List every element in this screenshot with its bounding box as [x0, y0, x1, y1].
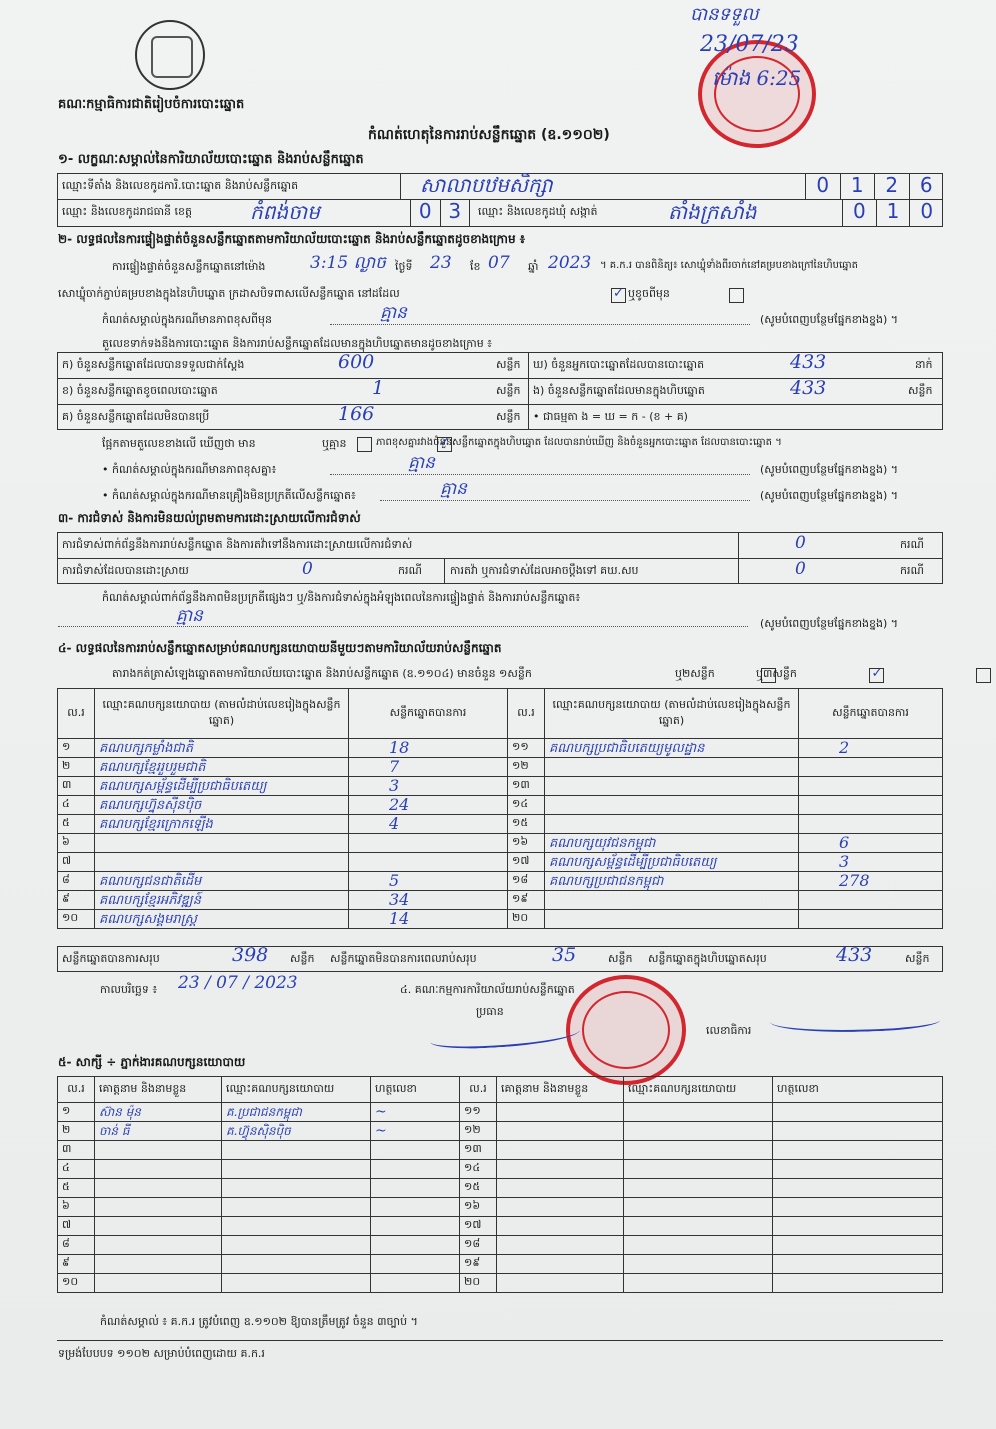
- party-votes: [799, 815, 943, 834]
- party-votes: 18: [349, 739, 508, 758]
- party-votes: [799, 777, 943, 796]
- secretary-signature: [770, 1007, 941, 1035]
- total-valid-label: សន្លឹកឆ្នោតបានការសរុប: [62, 952, 160, 965]
- total-box-label: សន្លឹកឆ្នោតក្នុងហិបឆ្នោតសរុប: [648, 952, 767, 965]
- empty-cell: [773, 1103, 943, 1122]
- row-no: ១០: [58, 1274, 95, 1293]
- empty-cell: [371, 1141, 460, 1160]
- location-label: ឈ្មោះទីតាំង និងលេខកូដការិ.បោះឆ្នោត និងរាប់សន្លឹកឆ្នោត: [62, 179, 299, 192]
- divider: [57, 558, 943, 559]
- party-name: គណបក្សសម្ព័ន្ធដើម្បីប្រជាធិបតេយ្យ: [95, 777, 349, 796]
- party-votes: 34: [349, 891, 508, 910]
- party-votes: [799, 891, 943, 910]
- province-code: [410, 199, 470, 227]
- col-sign: ហត្ថលេខា: [773, 1077, 943, 1103]
- witness-row: [58, 1141, 943, 1160]
- empty-cell: [624, 1179, 773, 1198]
- section5-title: ៥- សាក្សី ÷ ភ្នាក់ងារគណបក្សនយោបាយ: [58, 1055, 246, 1069]
- empty-cell: [371, 1236, 460, 1255]
- witness-table: [57, 1076, 943, 1293]
- row-no: ១១: [508, 739, 545, 758]
- party-votes: [799, 758, 943, 777]
- row-no: ១៤: [460, 1160, 497, 1179]
- diff-bullet-1-value: គ្មាន: [408, 453, 435, 473]
- figure-d-unit: នាក់: [915, 358, 933, 371]
- row-no: ៥: [58, 1179, 95, 1198]
- row-no: ១៣: [460, 1141, 497, 1160]
- empty-cell: [773, 1198, 943, 1217]
- figure-d-value: 433: [790, 351, 827, 373]
- empty-cell: [624, 1255, 773, 1274]
- year-label: ឆ្នាំ: [528, 260, 539, 273]
- seal-text: សោឃ្នុំចាក់ភ្ជាប់គម្របខាងក្នុងនៃហិបឆ្នោត ក្រដាសបិទពាសលើសន្លឹកឆ្នោត នៅដដែល: [58, 287, 400, 300]
- empty-cell: [624, 1141, 773, 1160]
- row-no: ៣: [58, 1141, 95, 1160]
- witness-party: គ.ហ៊្វុនស៊ិនប៉ិច: [222, 1122, 371, 1141]
- commune-value: តាំងក្រសាំង: [668, 200, 757, 224]
- row-no: ១២: [508, 758, 545, 777]
- empty-cell: [773, 1141, 943, 1160]
- row-no: ៧: [58, 1217, 95, 1236]
- divider: [400, 173, 401, 199]
- empty-cell: [497, 1236, 624, 1255]
- code-digit: 0: [805, 173, 840, 199]
- row-no: ២: [58, 758, 95, 777]
- verify-text: ការផ្ទៀងផ្ទាត់ចំនួនសន្លឹកឆ្នោតនៅម៉ោង: [112, 260, 266, 273]
- witness-name: ចាន់ ធី: [95, 1122, 222, 1141]
- figure-c-value: 166: [338, 403, 375, 425]
- row-no: ៨: [58, 872, 95, 891]
- diff-note-label: កំណត់សម្គាល់ក្នុងករណីមានភាពខុសពីមុន: [102, 313, 272, 326]
- results-row: [58, 910, 943, 929]
- code-digit: 3: [440, 199, 471, 227]
- witness-party: គ.ប្រជាជនកម្ពុជា: [222, 1103, 371, 1122]
- unit: សន្លឹក: [290, 952, 315, 965]
- appeal-unit: ករណី: [900, 564, 924, 577]
- fill-line: [380, 500, 750, 501]
- form-footer: ទម្រង់បែបបទ ១១០២ សម្រាប់បំពេញដោយ គ.ក.រ: [58, 1347, 265, 1360]
- party-votes: 3: [349, 777, 508, 796]
- committee-name: គណៈកម្មាធិការជាតិរៀបចំការបោះឆ្នោត: [58, 97, 245, 112]
- row-no: ៣: [58, 777, 95, 796]
- figure-e-unit: សន្លឹក: [908, 384, 933, 397]
- empty-cell: [497, 1274, 624, 1293]
- fill-line: [58, 626, 748, 627]
- figure-b-unit: សន្លឹក: [496, 384, 521, 397]
- witness-row: [58, 1179, 943, 1198]
- stamp-note-received: បានទទួល: [690, 4, 759, 25]
- row-no: ៨: [58, 1236, 95, 1255]
- commune-label: ឈ្មោះ និងលេខកូដឃុំ សង្កាត់: [478, 205, 598, 218]
- party-name: [545, 758, 799, 777]
- col-no: ល.រ: [460, 1077, 497, 1103]
- empty-cell: [95, 1160, 222, 1179]
- secretary-label: លេខាធិការ: [706, 1024, 752, 1037]
- row-no: ៩: [58, 891, 95, 910]
- row-no: ១៦: [508, 834, 545, 853]
- empty-cell: [497, 1198, 624, 1217]
- commune-code: [842, 199, 943, 227]
- objection-unit: ករណី: [900, 538, 924, 551]
- verify-month: 07: [488, 253, 510, 273]
- col-party: ឈ្មោះគណបក្សនយោបាយ: [624, 1077, 773, 1103]
- province-value: កំពង់ចាម: [250, 200, 320, 224]
- figure-c-label: គ) ចំនួនសន្លឹកឆ្នោតដែលមិនបានប្រើ: [62, 410, 210, 423]
- location-value: សាលាបឋមសិក្សា: [420, 173, 553, 197]
- party-votes: 5: [349, 872, 508, 891]
- row-no: ១០: [58, 910, 95, 929]
- fill-hint: (សូមបំពេញបន្ថែមផ្នែកខាងខ្នង) ។: [760, 489, 899, 502]
- figure-c-unit: សន្លឹក: [496, 410, 521, 423]
- figure-a-value: 600: [338, 351, 375, 373]
- resolved-label: ការជំទាស់ដែលបានដោះស្រាយ: [62, 564, 189, 577]
- party-name: គណបក្សសង្គមរាស្ត្រ: [95, 910, 349, 929]
- row-no: ១៣: [508, 777, 545, 796]
- party-votes: [349, 853, 508, 872]
- fill-hint: (សូមបំពេញបន្ថែមផ្នែកខាងខ្នង) ។: [760, 463, 899, 476]
- results-row: [58, 815, 943, 834]
- divider: [57, 199, 943, 200]
- row-no: ២០: [508, 910, 545, 929]
- code-digit: 0: [909, 199, 943, 227]
- col-name: គោត្តនាម និងនាមខ្លួន: [95, 1077, 222, 1103]
- section2-title: ២- លទ្ធផលនៃការផ្ទៀងផ្ទាត់ចំនួនសន្លឹកឆ្នោតតាមការិយាល័យបោះឆ្នោត និងរាប់សន្លឹកឆ្នោតដូចខាងក្រោម ៖: [58, 232, 526, 246]
- results-table: [57, 688, 943, 929]
- location-code: [805, 173, 943, 199]
- divider: [528, 352, 529, 430]
- official-stamp-committee: [566, 975, 686, 1085]
- empty-cell: [773, 1255, 943, 1274]
- row-no: ៦: [58, 834, 95, 853]
- empty-cell: [497, 1141, 624, 1160]
- empty-cell: [497, 1103, 624, 1122]
- witness-row: [58, 1103, 943, 1122]
- empty-cell: [95, 1198, 222, 1217]
- footnote: កំណត់សម្គាល់ ៖ គ.ក.រ ត្រូវបំពេញ ឧ.១១០២ ឱ្យបានត្រឹមត្រូវ ចំនួន ៣ច្បាប់ ។: [100, 1315, 418, 1328]
- witness-row: [58, 1236, 943, 1255]
- empty-cell: [222, 1179, 371, 1198]
- row-no: ៩: [58, 1255, 95, 1274]
- committee-logo: [135, 20, 205, 90]
- party-votes: 2: [799, 739, 943, 758]
- party-name: គណបក្សជនជាតិដើម: [95, 872, 349, 891]
- party-name: គណបក្សខ្មែរក្រោកឡើង: [95, 815, 349, 834]
- row-no: ១២: [460, 1122, 497, 1141]
- party-votes: 7: [349, 758, 508, 777]
- empty-cell: [773, 1217, 943, 1236]
- figure-a-unit: សន្លឹក: [496, 358, 521, 371]
- totals-box: [57, 946, 943, 972]
- party-name: [95, 853, 349, 872]
- day-label: ថ្ងៃទី: [395, 260, 413, 273]
- figure-b-label: ខ) ចំនួនសន្លឹកឆ្នោតខូចពេលបោះឆ្នោត: [62, 384, 218, 397]
- empty-cell: [497, 1217, 624, 1236]
- row-no: ៦: [58, 1198, 95, 1217]
- seal-broken-label: ឬខូចពីមុន: [628, 287, 670, 300]
- party-votes: 6: [799, 834, 943, 853]
- empty-cell: [773, 1274, 943, 1293]
- empty-cell: [222, 1217, 371, 1236]
- month-label: ខែ: [470, 260, 481, 273]
- empty-cell: [222, 1160, 371, 1179]
- figure-e-value: 433: [790, 377, 827, 399]
- form-title: កំណត់ហេតុនៃការរាប់សន្លឹកឆ្នោត (ឧ.១១០២): [368, 127, 610, 143]
- row-no: ២: [58, 1122, 95, 1141]
- total-valid-value: 398: [232, 944, 269, 966]
- party-votes: [349, 834, 508, 853]
- divider: [444, 558, 445, 584]
- verify-year: 2023: [548, 253, 592, 273]
- results-row: [58, 872, 943, 891]
- empty-cell: [624, 1160, 773, 1179]
- irregularity-note: កំណត់សម្គាល់ពាក់ព័ន្ធនឹងភាពមិនប្រក្រតីផ្សេងៗ ឬ/និងការជំទាស់ក្នុងអំឡុងពេលនៃការផ្ទៀងផ្ទាត់ និងការរាប់សន្លឹកឆ្នោត៖: [102, 591, 581, 604]
- party-name: [545, 777, 799, 796]
- party-votes: 14: [349, 910, 508, 929]
- row-no: ៤: [58, 1160, 95, 1179]
- results-header-row: [58, 689, 943, 739]
- seal-intact-checkbox[interactable]: [611, 288, 626, 303]
- row-no: ១៥: [460, 1179, 497, 1198]
- row-no: ៧: [58, 853, 95, 872]
- results-row: [58, 758, 943, 777]
- row-no: ១៧: [460, 1217, 497, 1236]
- date-label: កាលបរិច្ឆេទ ៖: [100, 983, 158, 996]
- row-no: ១៩: [508, 891, 545, 910]
- empty-cell: [95, 1274, 222, 1293]
- sheets-3-checkbox[interactable]: [976, 668, 991, 683]
- results-row: [58, 739, 943, 758]
- tally-intro: តារាងកត់ត្រាសំឡេងឆ្នោតតាមការិយាល័យបោះឆ្នោត និងរាប់សន្លឹកឆ្នោត (ឧ.១១០៤) មានចំនួន ១សន្លឹក: [112, 667, 532, 680]
- empty-cell: [95, 1255, 222, 1274]
- sheets-2-label: ឬ២សន្លឹក: [675, 667, 715, 680]
- empty-cell: [222, 1274, 371, 1293]
- empty-cell: [497, 1179, 624, 1198]
- diff-bullet-2-value: គ្មាន: [440, 479, 467, 499]
- figures-intro: តួលេខទាក់ទងនឹងការបោះឆ្នោត និងការរាប់សន្លឹកឆ្នោតដែលមានក្នុងហិបឆ្នោតមានដូចខាងក្រោម ៖: [102, 337, 493, 350]
- code-digit: 2: [874, 173, 909, 199]
- row-no: ១: [58, 739, 95, 758]
- witness-row: [58, 1274, 943, 1293]
- figure-e-label: ង) ចំនួនសន្លឹកឆ្នោតដែលមានក្នុងហិបឆ្នោត: [533, 384, 705, 397]
- empty-cell: [95, 1236, 222, 1255]
- irregularity-value: គ្មាន: [176, 606, 203, 626]
- divider: [57, 404, 943, 405]
- objection-label: ការជំទាស់ពាក់ព័ន្ធនឹងការរាប់សន្លឹកឆ្នោត និងការតវ៉ាទៅនឹងការដោះស្រាយលើការជំទាស់: [62, 538, 413, 551]
- empty-cell: [624, 1236, 773, 1255]
- party-name: [545, 815, 799, 834]
- party-name: គណបក្សប្រជាធិបតេយ្យមូលដ្ឋាន: [545, 739, 799, 758]
- section1-title: ១- លក្ខណៈសម្គាល់នៃការិយាល័យបោះឆ្នោត និងរាប់សន្លឹកឆ្នោត: [58, 152, 364, 167]
- appeal-label: ការតវ៉ា ឬការជំទាស់ដែលអាចប្តឹងទៅ គឃ.សប: [450, 564, 639, 577]
- unit: សន្លឹក: [905, 952, 930, 965]
- row-no: ១៨: [460, 1236, 497, 1255]
- party-name: [95, 834, 349, 853]
- col-no: ល.រ: [508, 689, 545, 739]
- total-invalid-value: 35: [552, 944, 577, 966]
- col-party: ឈ្មោះគណបក្សនយោបាយ (តាមលំដាប់លេខរៀងក្នុងសន្លឹកឆ្នោត): [545, 689, 799, 739]
- empty-cell: [624, 1198, 773, 1217]
- chair-label: ប្រធាន: [476, 1005, 504, 1018]
- unit: សន្លឹក: [608, 952, 633, 965]
- row-no: ១៧: [508, 853, 545, 872]
- empty-cell: [497, 1160, 624, 1179]
- empty-cell: [371, 1160, 460, 1179]
- empty-cell: [773, 1236, 943, 1255]
- code-digit: 0: [410, 199, 440, 227]
- figure-d-label: ឃ) ចំនួនអ្នកបោះឆ្នោតដែលបានបោះឆ្នោត: [533, 358, 705, 371]
- party-name: គណបក្សប្រជាជនកម្ពុជា: [545, 872, 799, 891]
- col-votes: សន្លឹកឆ្នោតបានការ: [349, 689, 508, 739]
- counting-committee-label: ៤. គណៈកម្មការការិយាល័យរាប់សន្លឹកឆ្នោត: [400, 983, 575, 996]
- section4-title: ៤- លទ្ធផលនៃការរាប់សន្លឹកឆ្នោតសម្រាប់គណបក្សនយោបាយនីមួយៗតាមការិយាល័យរាប់សន្លឹកឆ្នោត: [58, 641, 502, 655]
- verify-time: 3:15 ល្ងាច: [310, 253, 386, 273]
- empty-cell: [222, 1255, 371, 1274]
- section3-title: ៣- ការជំទាស់ និងការមិនយល់ព្រមតាមការដោះស្រាយលើការជំទាស់: [58, 511, 361, 525]
- party-votes: 24: [349, 796, 508, 815]
- empty-cell: [222, 1141, 371, 1160]
- row-no: ២០: [460, 1274, 497, 1293]
- row-no: ១៨: [508, 872, 545, 891]
- appeal-value: 0: [795, 559, 806, 579]
- total-box-value: 433: [836, 944, 873, 966]
- code-digit: 1: [840, 173, 875, 199]
- row-no: ១: [58, 1103, 95, 1122]
- empty-cell: [497, 1255, 624, 1274]
- party-name: គណបក្សខ្មែរអភិវឌ្ឍន៍: [95, 891, 349, 910]
- witness-sign: ~: [371, 1122, 460, 1141]
- code-digit: 0: [842, 199, 876, 227]
- empty-cell: [371, 1217, 460, 1236]
- row-no: ១១: [460, 1103, 497, 1122]
- resolved-unit: ករណី: [398, 564, 422, 577]
- col-name: គោត្តនាម និងនាមខ្លួន: [497, 1077, 624, 1103]
- stamp-note-date: 23/07/23: [700, 32, 799, 57]
- province-label: ឈ្មោះ និងលេខកូដរាជធានី ខេត្ត: [62, 205, 192, 218]
- party-votes: [799, 910, 943, 929]
- diff-bullet-1: • កំណត់សម្គាល់ក្នុងករណីមានភាពខុសគ្នា៖: [102, 463, 277, 476]
- party-name: គណបក្សហ្វ៊ុនស៊ីនប៉ិច: [95, 796, 349, 815]
- col-sign: ហត្ថលេខា: [371, 1077, 460, 1103]
- row-no: ១៤: [508, 796, 545, 815]
- empty-cell: [773, 1179, 943, 1198]
- col-votes: សន្លឹកឆ្នោតបានការ: [799, 689, 943, 739]
- results-row: [58, 891, 943, 910]
- party-votes: 3: [799, 853, 943, 872]
- results-row: [58, 777, 943, 796]
- chair-signature: [430, 1021, 581, 1051]
- col-no: ល.រ: [58, 1077, 95, 1103]
- objection-value: 0: [795, 533, 806, 553]
- diff-check-text-2: ភាពខុសគ្នារវាងចំនួនសន្លឹកឆ្នោតក្នុងហិបឆ្នោត ដែលបានរាប់ឃើញ និងចំនួនអ្នកបោះឆ្នោត ដែលបានបោះឆ្នោត ។: [376, 437, 782, 448]
- party-name: [545, 796, 799, 815]
- total-invalid-label: សន្លឹកឆ្នោតមិនបានការពេលរាប់សរុប: [330, 952, 477, 965]
- empty-cell: [95, 1179, 222, 1198]
- diff-no-label: ឬគ្មាន: [322, 437, 347, 450]
- empty-cell: [624, 1103, 773, 1122]
- row-no: ១៦: [460, 1198, 497, 1217]
- stamp-note-time: ម៉ោង 6:25: [712, 66, 802, 90]
- empty-cell: [222, 1198, 371, 1217]
- empty-cell: [624, 1217, 773, 1236]
- empty-cell: [773, 1160, 943, 1179]
- col-no: ល.រ: [58, 689, 95, 739]
- empty-cell: [95, 1217, 222, 1236]
- code-digit: 6: [909, 173, 944, 199]
- party-votes: 278: [799, 872, 943, 891]
- diff-yes-checkbox[interactable]: [357, 437, 372, 452]
- col-party: ឈ្មោះគណបក្សនយោបាយ (តាមលំដាប់លេខរៀងក្នុងសន្លឹកឆ្នោត): [95, 689, 349, 739]
- bottom-divider: [57, 1340, 943, 1341]
- results-row: [58, 796, 943, 815]
- results-row: [58, 834, 943, 853]
- witness-header-row: [58, 1077, 943, 1103]
- witness-row: [58, 1255, 943, 1274]
- diff-bullet-2: • កំណត់សម្គាល់ក្នុងករណីមានគ្រឿងមិនប្រក្រតីលើសន្លឹកឆ្នោត៖: [102, 489, 356, 502]
- witness-row: [58, 1198, 943, 1217]
- fill-hint: (សូមបំពេញបន្ថែមផ្នែកខាងខ្នង) ។: [760, 617, 899, 630]
- seal-broken-checkbox[interactable]: [729, 288, 744, 303]
- witness-row: [58, 1160, 943, 1179]
- empty-cell: [624, 1274, 773, 1293]
- empty-cell: [371, 1179, 460, 1198]
- party-name: [545, 910, 799, 929]
- row-no: ៤: [58, 796, 95, 815]
- witness-row: [58, 1122, 943, 1141]
- row-no: ១៥: [508, 815, 545, 834]
- empty-cell: [371, 1198, 460, 1217]
- sheets-3-label: ឬ៣សន្លឹក: [756, 667, 797, 680]
- party-name: [545, 891, 799, 910]
- empty-cell: [773, 1122, 943, 1141]
- fill-line: [330, 324, 750, 325]
- witness-name: ស៊ាន ម៉ុន: [95, 1103, 222, 1122]
- party-name: គណបក្សកម្លាំងជាតិ: [95, 739, 349, 758]
- formula: • ជាធម្មតា ង = ឃ = ក - (ខ + គ): [533, 410, 688, 423]
- empty-cell: [371, 1255, 460, 1274]
- date-value: 23 / 07 / 2023: [178, 973, 298, 993]
- diff-note-value: គ្មាន: [380, 303, 407, 323]
- empty-cell: [624, 1122, 773, 1141]
- witness-row: [58, 1217, 943, 1236]
- empty-cell: [371, 1274, 460, 1293]
- empty-cell: [497, 1122, 624, 1141]
- row-no: ៥: [58, 815, 95, 834]
- party-name: គណបក្សសម្ព័ន្ធដើម្បីប្រជាធិបតេយ្យ: [545, 853, 799, 872]
- figure-a-label: ក) ចំនួនសន្លឹកឆ្នោតដែលបានទទួលជាក់ស្តែង: [62, 358, 245, 371]
- row-no: ១៩: [460, 1255, 497, 1274]
- party-name: គណបក្សខ្មែររួបរួមជាតិ: [95, 758, 349, 777]
- witness-sign: ~: [371, 1103, 460, 1122]
- code-digit: 1: [876, 199, 910, 227]
- col-party: ឈ្មោះគណបក្សនយោបាយ: [222, 1077, 371, 1103]
- sheets-2-checkbox[interactable]: [869, 668, 884, 683]
- verify-text-2: ។ គ.ក.រ បានពិនិត្យ៖ សោឃ្នុំទាំងពីរចាក់នៅគម្របខាងក្រៅនៃហិបឆ្នោត: [600, 260, 858, 271]
- party-votes: [799, 796, 943, 815]
- fill-line: [330, 474, 750, 475]
- empty-cell: [95, 1141, 222, 1160]
- empty-cell: [222, 1236, 371, 1255]
- divider: [738, 532, 739, 584]
- verify-day: 23: [430, 253, 452, 273]
- results-row: [58, 853, 943, 872]
- resolved-value: 0: [302, 559, 313, 579]
- figure-b-value: 1: [372, 377, 385, 399]
- party-name: គណបក្សយុវជនកម្ពុជា: [545, 834, 799, 853]
- diff-check-text: ផ្អែកតាមតួលេខខាងលើ ឃើញថា មាន: [102, 437, 256, 450]
- party-votes: 4: [349, 815, 508, 834]
- fill-hint: (សូមបំពេញបន្ថែមផ្នែកខាងខ្នង) ។: [760, 313, 899, 326]
